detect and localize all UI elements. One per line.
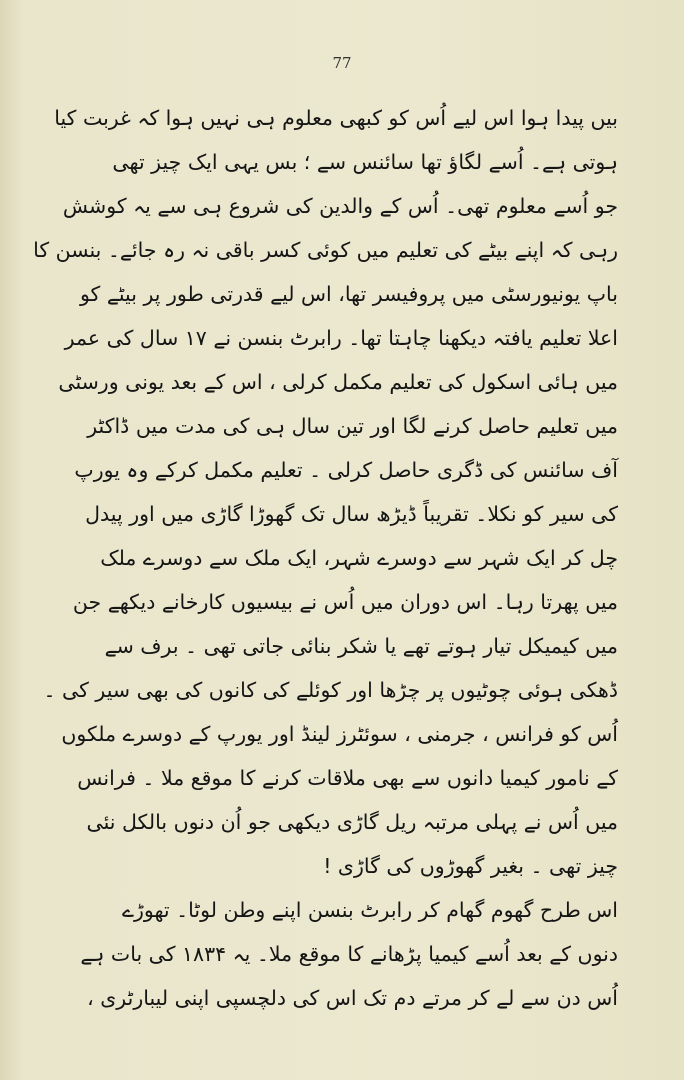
- text-line: آف سائنس کی ڈگری حاصل کرلی ۔ تعلیم مکمل کرکے وہ یورپ: [74, 458, 618, 482]
- text-line: کے نامور کیمیا دانوں سے بھی ملاقات کرنے کا موقع ملا ۔ فرانس: [77, 766, 618, 790]
- text-line: اُس دن سے لے کر مرتے دم تک اس کی دلچسپی اپنی لیبارٹری ،: [87, 986, 618, 1010]
- body-text: [33, 96, 618, 1020]
- page-number: 77: [332, 54, 352, 72]
- text-line: اس طرح گھوم گھام کر رابرٹ بنسن اپنے وطن لوٹا۔ تھوڑے: [121, 898, 618, 922]
- text-line: ہوتی ہے۔ اُسے لگاؤ تھا سائنس سے ؛ بس یہی ایک چیز تھی: [112, 150, 618, 174]
- text-line: جو اُسے معلوم تھی۔ اُس کے والدین کی شروع ہی سے یہ کوشش: [62, 194, 618, 218]
- text-line: اُس کو فرانس ، جرمنی ، سوئٹرز لینڈ اور یورپ کے دوسرے ملکوں: [61, 722, 618, 746]
- text-line: کی سیر کو نکلا۔ تقریباً ڈیڑھ سال تک گھوڑا گاڑی میں اور پیدل: [85, 502, 618, 526]
- text-line: چل کر ایک شہر سے دوسرے شہر، ایک ملک سے دوسرے ملک: [100, 546, 618, 570]
- text-line: میں اُس نے پہلی مرتبہ ریل گاڑی دیکھی جو اُن دنوں بالکل نئی: [86, 810, 618, 834]
- text-line: میں تعلیم حاصل کرنے لگا اور تین سال ہی کی مدت میں ڈاکٹر: [87, 414, 618, 438]
- text-line: باپ یونیورسٹی میں پروفیسر تھا، اس لیے قدرتی طور پر بیٹے کو: [79, 282, 618, 306]
- text-line: بیں پیدا ہوا اس لیے اُس کو کبھی معلوم ہی نہیں ہوا کہ غربت کیا: [54, 106, 618, 130]
- text-line: دنوں کے بعد اُسے کیمیا پڑھانے کا موقع ملا۔ یہ ۱۸۳۴ کی بات ہے: [80, 942, 618, 966]
- text-line: میں ہائی اسکول کی تعلیم مکمل کرلی ، اس کے بعد یونی ورسٹی: [58, 370, 618, 394]
- text-line: اعلا تعلیم یافتہ دیکھنا چاہتا تھا۔ رابرٹ بنسن نے ۱۷ سال کی عمر: [64, 326, 618, 350]
- text-line: رہی کہ اپنے بیٹے کی تعلیم میں کوئی کسر باقی نہ رہ جائے۔ بنسن کا: [33, 238, 618, 262]
- text-line: چیز تھی ۔ بغیر گھوڑوں کی گاڑی !: [323, 854, 618, 878]
- text-line: ڈھکی ہوئی چوٹیوں پر چڑھا اور کوئلے کی کانوں کی بھی سیر کی ۔: [43, 678, 618, 702]
- text-line: میں کیمیکل تیار ہوتے تھے یا شکر بنائی جاتی تھی ۔ برف سے: [104, 634, 618, 658]
- text-line: میں پھرتا رہا۔ اس دوران میں اُس نے بیسیوں کارخانے دیکھے جن: [72, 590, 618, 614]
